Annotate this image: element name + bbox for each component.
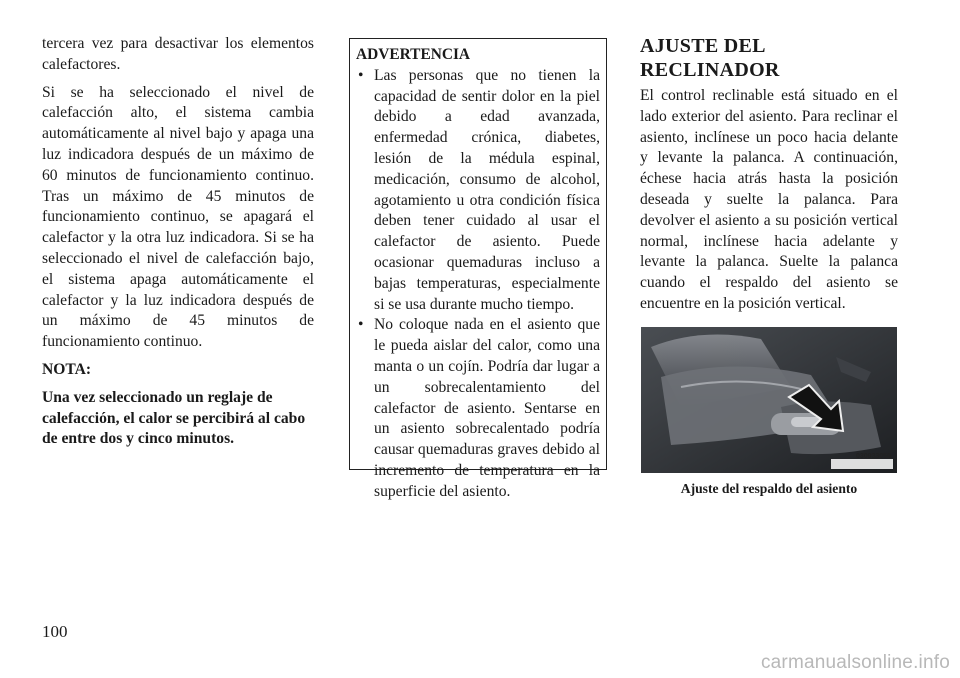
warning-item: [356, 315, 600, 502]
warning-item: [356, 66, 600, 316]
image-code-label: 030933059: [855, 452, 891, 460]
bullet-icon: •: [358, 66, 364, 84]
section-title: AJUSTE DEL RECLINADOR: [640, 35, 780, 81]
paragraph-heat-levels: Si se ha seleccionado el nivel de calefacción alto, el sistema cambia automáticamente al nivel bajo y apaga una luz indicadora después de un máximo de 60 minutos de funcionamiento continuo. Tras un máximo de 45 minutos de funcionamiento continuo, se apagará el calefactor y la otra luz indicadora. Si se ha seleccionado el nivel de calefacción bajo, el sistema apaga automáticamente el calefactor y la luz indicadora después de un máximo de 45 minutos de funcionamiento continuo.: [42, 83, 314, 351]
section-body: El control reclinable está situado en el lado exterior del asiento. Para reclinar el asiento, inclínese un poco hacia delante y levante la palanca. A continuación, échese hacia atrás hasta la posición deseada y suelte la palanca. Para devolver el asiento a su posición vertical normal, inclínese hacia adelante y levante la palanca. Suelte la palanca cuando el respaldo del asiento se encuentre en la posición vertical.: [640, 87, 898, 312]
warning-box: [349, 38, 607, 500]
left-column: [42, 34, 314, 457]
right-column: [640, 34, 898, 500]
watermark: carmanualsonline.info: [760, 652, 950, 673]
warning-item-text: No coloque nada en el asiento que le pueda aislar del calor, como una manta o un cojín. Podría dar lugar a un sobrecalentamiento del calefactor de asiento. Sentarse en un asiento sobrecalentado podría causar quemaduras graves debido al incremento de temperatura en la superficie del asiento.: [374, 316, 600, 500]
image-caption: Ajuste del respaldo del asiento: [680, 480, 858, 496]
bullet-icon: •: [358, 316, 364, 334]
warning-item-text: Las personas que no tienen la capacidad de sentir dolor en la piel debido a edad avanzada, enfermedad crónica, diabetes, lesión de la médula espinal, medicación, consumo de alcohol, agotamiento u otra condición física deben tener cuidado al usar el calefactor de asiento. Puede ocasionar quemaduras incluso a bajas temperaturas, especialmente si se usa durante mucho tiempo.: [374, 66, 600, 313]
page-number: 100: [42, 622, 68, 641]
note-text: Una vez seleccionado un reglaje de calefacción, el calor se percibirá al cabo de entre dos y cinco minutos.: [42, 388, 306, 448]
warning-title: ADVERTENCIA: [356, 46, 471, 63]
warning-list: [356, 66, 600, 503]
middle-column: [349, 38, 607, 500]
note-label: NOTA:: [42, 360, 92, 378]
paragraph-continuation: tercera vez para desactivar los elementos calefactores.: [42, 35, 314, 73]
seat-recliner-photo: [641, 327, 897, 473]
